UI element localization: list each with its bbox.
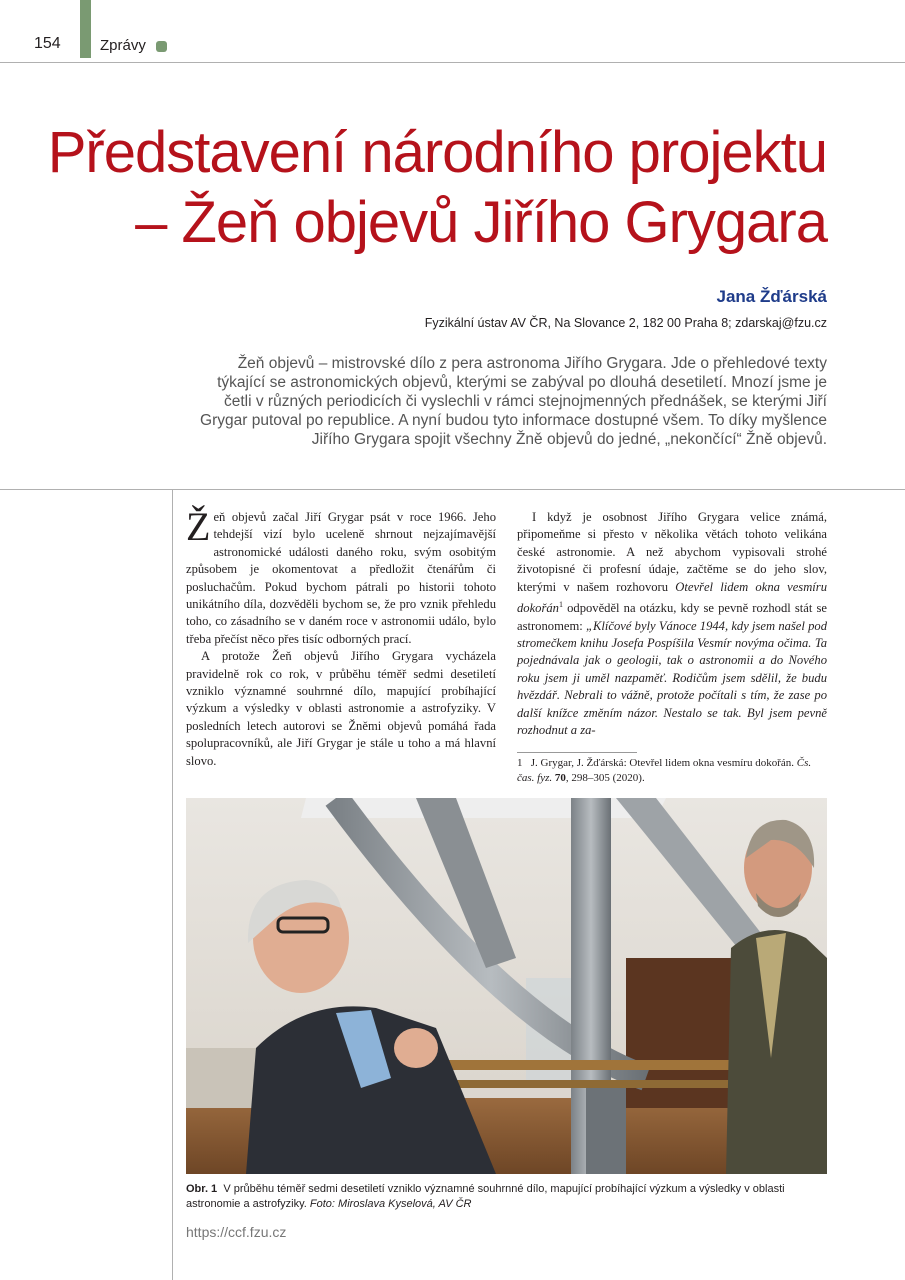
figure-label: Obr. 1 [186,1183,218,1195]
paragraph-1: Žeň objevů začal Jiří Grygar psát v roce 1966. Jeho tehdejší vizí bylo uceleně shrnout nejzajímavější astronomické události daného roku, svým osobitým způsobem je okomentovat a předložit čtenářům či posluchačům. Pokud bychom pátrali po historii tohoto unikátního díla, dozvěděli bychom se, že pro vznik přehledu toho, co zásadního se v daném roce v astronomii událo, bylo třeba přečíst něco přes tisíc odborných prací. [186,504,496,646]
photo-illustration [186,798,827,1174]
drop-cap: Ž [186,504,211,549]
footnote-ref: 1 [558,600,563,610]
text-column-left [186,504,496,770]
title-line-1: Představení národního projektu [47,120,827,185]
article-abstract: Žeň objevů – mistrovské dílo z pera astronoma Jiřího Grygara. Jde o přehledové texty týkající se astronomických objevů, kterými se zabýval po dlouhá desetiletí. Mnozí jsme je četli v různých periodicích či vyslechli v rámci stejnojmenných přednášek, se kterými Jiří Grygar putoval po republice. A nyní budou tyto informace dostupné všem. To díky myšlence Jiřího Grygara spojit všechny Žně objevů do jedné, „nekončící“ Žně objevů. [200,355,827,448]
page-number: 154 [34,35,61,52]
interview-title: Otevřel lidem okna vesmíru dokořán [517,579,827,616]
figure-caption: Obr. 1 V průběhu téměř sedmi desetiletí vzniklo významné souhrnné dílo, mapující probíhající výzkum a výsledky v oblasti astronomie a astrofyziky. Foto: Miroslava Kyselová, AV ČR [186,1183,785,1210]
title-line-2: – Žeň objevů Jiřího Grygara [135,190,827,255]
quote: „Klíčové byly Vánoce 1944, kdy jsem našel pod stromečkem knihu Josefa Pospíšila Vesmír novýma očima. Ta pojednávala jak o geologii, tak o astronomii a do Nového roku jsem ji uměl nazpaměť. Rodičům jsem sdělil, že budu hvězdář. Nebrali to vážně, protože počítali s tím, že zase po další knížce změním názor. Nestalo se tak. Byl jsem pevně rozhodnut a za- [517,618,827,738]
footnote-divider [517,752,637,753]
section-label: Zprávy [100,37,146,54]
content-divider [0,489,905,490]
paragraph-2: A protože Žeň objevů Jiřího Grygara vycházela pravidelně rok co rok, v průběhu téměř sedmi desetiletí vzniklo významné souhrnné dílo, mapující probíhající výzkum a výsledky v oblasti astronomie a astrofyziky. V posledních letech autorovi se Žněmi objevů pomáhá řada spolupracovníků, ale Jiří Grygar je stále u toho a má hlavní slovo. [186,649,496,768]
text-column-right [517,509,827,739]
vertical-divider [172,489,173,1280]
footnote: 1 J. Grygar, J. Žďárská: Otevřel lidem okna vesmíru dokořán. Čs. čas. fyz. 70, 298–305 (2020). [517,757,812,784]
article-title [7,118,827,258]
footer-url: https://ccf.fzu.cz [186,1224,287,1240]
header-divider [0,62,905,63]
section-color-bar [80,0,91,58]
author-name: Jana Žďárská [716,287,827,306]
section-dot-icon [156,41,167,52]
author-affiliation: Fyzikální ústav AV ČR, Na Slovance 2, 182 00 Praha 8; zdarskaj@fzu.cz [424,316,827,330]
photo-credit: Foto: Miroslava Kyselová, AV ČR [309,1198,472,1210]
paragraph-3: I když je osobnost Jiřího Grygara velice známá, připomeňme si přesto v několika větách tohoto velikána české astronomie. A než abychom vypisovali strohé životopisné či profesní údaje, začtěme se do jeho slov, kterými v našem rozhovoru Otevřel lidem okna vesmíru dokořán$^1$ odpověděl na otázku, kdy se pevně rozhodl stát se astronomem: „Klíčové byly Vánoce 1944, kdy jsem našel pod stromečkem knihu Josefa Pospíšila Vesmír novýma očima. Ta pojednávala jak o geologii, tak o astronomii a do Nového roku jsem ji uměl nazpaměť. Rodičům jsem sdělil, že budu hvězdář. Nebrali to vážně, protože počítali s tím, že zase po další knížce změním názor. Nestalo se tak. Byl jsem pevně rozhodnut a za- [517,510,827,738]
figure-photo [186,798,827,1174]
